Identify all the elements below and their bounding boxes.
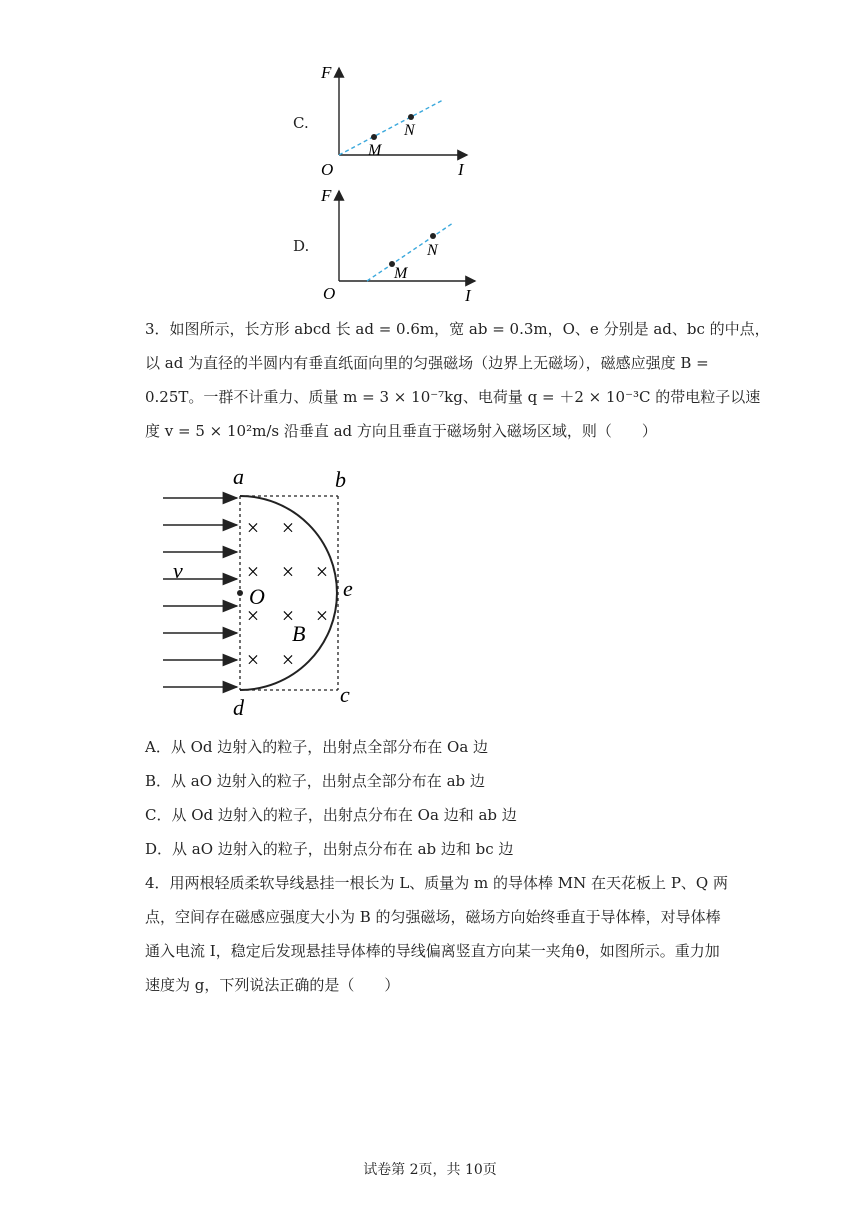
svg-text:×: ×: [246, 559, 260, 584]
axis-i-label: I: [465, 286, 471, 303]
question3-line3: 0.25T。一群不计重力、质量 m = 3 × 10⁻⁷kg、电荷量 q = ＋2 × 10⁻³C 的带电粒子以速: [145, 388, 761, 406]
question4-line1: 4．用两根轻质柔软导线悬挂一根长为 L、质量为 m 的导体棒 MN 在天花板上 P、Q 两: [145, 874, 728, 892]
question3-line1: 3．如图所示，长方形 abcd 长 ad = 0.6m，宽 ab = 0.3m，O、e 分别是 ad、bc 的中点，: [145, 320, 770, 338]
question3-option-b: B．从 aO 边射入的粒子，出射点全部分布在 ab 边: [145, 772, 485, 790]
page-footer: 试卷第 2页，共 10页: [363, 1162, 497, 1178]
m-label: M: [394, 265, 408, 282]
field-diagram: [155, 462, 370, 724]
m-label: M: [368, 142, 382, 159]
origin-label: O: [321, 160, 334, 179]
question3-option-d: D．从 aO 边射入的粒子，出射点分布在 ab 边和 bc 边: [145, 840, 514, 858]
n-label: N: [427, 242, 438, 259]
question3-option-c: C．从 Od 边射入的粒子，出射点分布在 Oa 边和 ab 边: [145, 806, 517, 824]
question4-line4: 速度为 g，下列说法正确的是（ ）: [145, 976, 400, 994]
svg-text:×: ×: [281, 603, 295, 628]
svg-text:×: ×: [281, 647, 295, 672]
velocity-arrows: [163, 498, 237, 687]
label-a: a: [233, 464, 244, 489]
svg-text:×: ×: [315, 603, 329, 628]
question4-line2: 点，空间存在磁感应强度大小为 B 的匀强磁场，磁场方向始终垂直于导体棒，对导体棒: [145, 908, 721, 926]
n-label: N: [404, 122, 415, 139]
svg-text:×: ×: [246, 603, 260, 628]
dashed-line: [367, 223, 453, 281]
svg-text:×: ×: [315, 559, 329, 584]
label-c: c: [340, 682, 350, 707]
dashed-line: [339, 100, 443, 155]
svg-text:×: ×: [246, 515, 260, 540]
option-c-graph: [315, 62, 475, 180]
svg-text:×: ×: [281, 559, 295, 584]
label-v: v: [173, 558, 183, 583]
question4-line3: 通入电流 I，稳定后发现悬挂导体棒的导线偏离竖直方向某一夹角θ，如图所示。重力加: [145, 942, 720, 960]
label-b: b: [335, 467, 346, 492]
svg-text:×: ×: [281, 515, 295, 540]
axis-i-label: I: [458, 160, 464, 179]
point-n: [430, 233, 436, 239]
label-o: O: [249, 584, 265, 609]
point-n: [408, 114, 414, 120]
question3-line2: 以 ad 为直径的半圆内有垂直纸面向里的匀强磁场（边界上无磁场），磁感应强度 B =: [145, 354, 709, 372]
axis-f-label: F: [321, 186, 332, 205]
center-point-o: [237, 590, 243, 596]
axis-f-label: F: [321, 63, 332, 82]
svg-text:×: ×: [246, 647, 260, 672]
option-d-graph: [315, 185, 480, 303]
option-c-label: C.: [293, 114, 309, 132]
label-d: d: [233, 695, 244, 720]
label-b-field: B: [292, 621, 306, 646]
question3-option-a: A．从 Od 边射入的粒子，出射点全部分布在 Oa 边: [145, 738, 489, 756]
option-d-label: D.: [293, 237, 310, 255]
origin-label: O: [323, 284, 336, 303]
label-e: e: [343, 576, 353, 601]
point-m: [371, 134, 377, 140]
question3-line4: 度 v = 5 × 10²m/s 沿垂直 ad 方向且垂直于磁场射入磁场区域，则（ ）: [145, 422, 657, 440]
